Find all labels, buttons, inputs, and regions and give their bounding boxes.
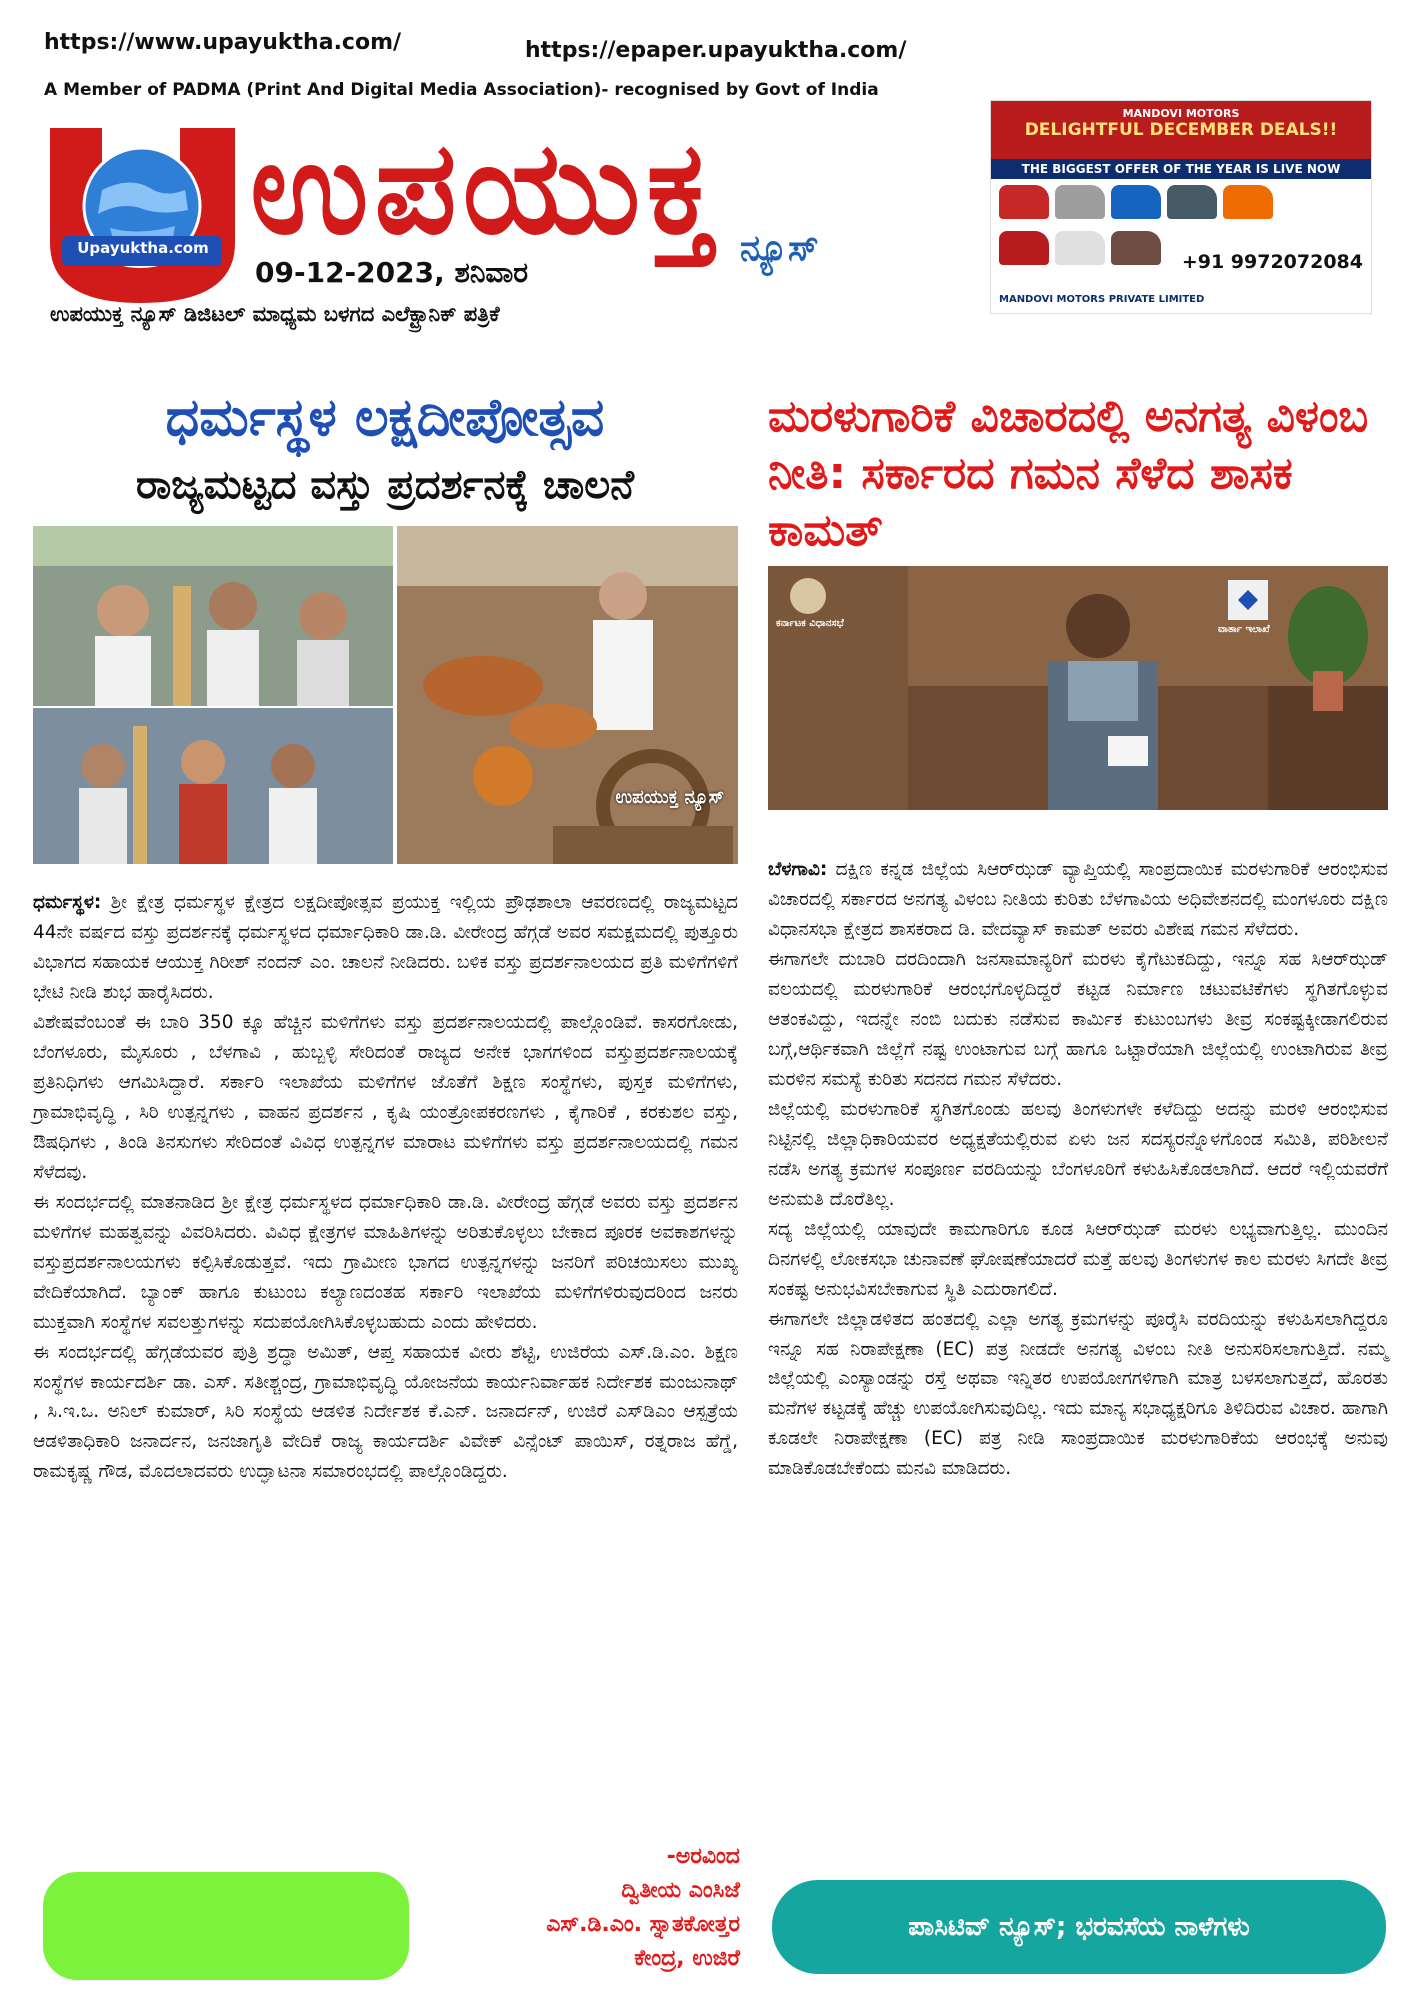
byline-author: -ಅರವಿಂದ — [666, 1844, 740, 1869]
right-headline[interactable]: ಮರಳುಗಾರಿಕೆ ವಿಚಾರದಲ್ಲಿ ಅನಗತ್ಯ ವಿಳಂಬ ನೀತಿ: ಸರ್ಕಾರದ ಗಮನ ಸೆಳೆದ ಶಾಸಕ ಕಾಮತ್ — [768, 391, 1369, 557]
photo-label-right: ವಾರ್ತಾ ಇಲಾಖೆ — [1218, 624, 1270, 635]
membership-line: A Member of PADMA (Print And Digital Media Association)- recognised by Govt of India — [44, 80, 879, 100]
ad-title: DELIGHTFUL DECEMBER DEALS!! — [1024, 120, 1338, 140]
dateline: ಬೆಳಗಾವಿ: — [768, 859, 828, 880]
ad-phone[interactable]: +91 9972072084 — [1181, 251, 1363, 273]
car-icon — [1111, 185, 1161, 219]
byline-line: ಕೇಂದ್ರ, ಉಜಿರೆ — [634, 1946, 740, 1972]
paragraph — [768, 855, 1388, 945]
paragraph: ಈ ಸಂದರ್ಭದಲ್ಲಿ ಮಾತನಾಡಿದ ಶ್ರೀ ಕ್ಷೇತ್ರ ಧರ್ಮಸ್ಥಳದ ಧರ್ಮಾಧಿಕಾರಿ ಡಾ.ಡಿ. ವೀರೇಂದ್ರ ಹೆಗ್ಗಡೆ ಅವರು ವಸ್ತು ಪ್ರದರ್ಶನ ಮಳಿಗೆಗಳ ಮಹತ್ವವನ್ನು ವಿವರಿಸಿದರು. ವಿವಿಧ ಕ್ಷೇತ್ರಗಳ ಮಾಹಿತಿಗಳನ್ನು ಅರಿತುಕೊಳ್ಳಲು ಬೇಕಾದ ಪೂರಕ ಅವಕಾಶಗಳನ್ನು ವಸ್ತುಪ್ರದರ್ಶನಾಲಯಗಳು ಕಲ್ಪಿಸಿಕೊಡುತ್ತವೆ. ಇದು ಗ್ರಾಮೀಣ ಭಾಗದ ಉತ್ಪನ್ನಗಳನ್ನು ಜನರಿಗೆ ಪರಿಚಯಿಸಲು ಮುಖ್ಯ ವೇದಿಕೆಯಾಗಿದೆ. ಬ್ಯಾಂಕ್ ಹಾಗೂ ಕುಟುಂಬ ಕಲ್ಯಾಣದಂತಹ ಸರ್ಕಾರಿ ಇಲಾಖೆಯ ಮಳಿಗೆಗಳಿರುವುದರಿಂದ ಜನರು ಮುಕ್ತವಾಗಿ ಸಂಸ್ಥೆಗಳ ಸವಲತ್ತುಗಳನ್ನು ಸದುಪಯೋಗಿಸಿಕೊಳ್ಳಬಹುದು ಎಂದು ಹೇಳಿದರು. — [33, 1191, 738, 1333]
right-photo — [768, 566, 1388, 810]
paragraph: ಜಿಲ್ಲೆಯಲ್ಲಿ ಮರಳುಗಾರಿಕೆ ಸ್ಥಗಿತಗೊಂಡು ಹಲವು ತಿಂಗಳುಗಳೇ ಕಳೆದಿದ್ದು ಅದನ್ನು ಮರಳಿ ಆರಂಭಿಸುವ ನಿಟ್ಟಿನಲ್ಲಿ ಜಿಲ್ಲಾಧಿಕಾರಿಯವರ ಅಧ್ಯಕ್ಷತೆಯಲ್ಲಿರುವ ಏಳು ಜನ ಸದಸ್ಯರನ್ನೊಳಗೊಂಡ ಸಮಿತಿ, ಪರಿಶೀಲನೆ ನಡೆಸಿ ಅಗತ್ಯ ಕ್ರಮಗಳ ಸಂಪೂರ್ಣ ವರದಿಯನ್ನು ಬೆಂಗಳೂರಿಗೆ ಕಳುಹಿಸಿಕೊಡಲಾಗಿದೆ. ಆದರೆ ಇಲ್ಲಿಯವರೆಗೆ ಅನುಮತಿ ದೊರೆತಿಲ್ಲ. — [768, 1098, 1388, 1210]
paragraph: ಸದ್ಯ ಜಿಲ್ಲೆಯಲ್ಲಿ ಯಾವುದೇ ಕಾಮಗಾರಿಗೂ ಕೂಡ ಸಿಆರ್‌ಝಡ್ ಮರಳು ಲಭ್ಯವಾಗುತ್ತಿಲ್ಲ. ಮುಂದಿನ ದಿನಗಳಲ್ಲಿ ಲೋಕಸಭಾ ಚುನಾವಣೆ ಘೋಷಣೆಯಾದರೆ ಮತ್ತೆ ಹಲವು ತಿಂಗಳುಗಳ ಕಾಲ ಮರಳು ಸಿಗದೇ ತೀವ್ರ ಸಂಕಷ್ಟ ಅನುಭವಿಸಬೇಕಾಗುವ ಸ್ಥಿತಿ ಎದುರಾಗಲಿದೆ. — [768, 1218, 1388, 1300]
byline — [490, 1840, 740, 1976]
car-icon — [999, 185, 1049, 219]
logo-text: Upayuktha.com — [77, 239, 209, 257]
byline-line: ದ್ವಿತೀಯ ಎಂಸಿಜೆ — [621, 1878, 740, 1904]
masthead-title: ಉಪಯುಕ್ತ — [250, 114, 721, 263]
epaper-url[interactable]: https://epaper.upayuktha.com/ — [525, 38, 907, 63]
paragraph: ಈಗಾಗಲೇ ದುಬಾರಿ ದರದಿಂದಾಗಿ ಜನಸಾಮಾನ್ಯರಿಗೆ ಮರಳು ಕೈಗೆಟುಕದಿದ್ದು, ಇನ್ನೂ ಸಹ ಸಿಆರ್‌ಝಡ್ ವಲಯದಲ್ಲಿ ಮರಳುಗಾರಿಕೆ ಆರಂಭಗೊಳ್ಳದಿದ್ದರೆ ಕಟ್ಟಡ ನಿರ್ಮಾಣ ಚಟುವಟಿಕೆಗಳು ಸ್ಥಗಿತಗೊಳ್ಳುವ ಆತಂಕವಿದ್ದು, ಇದನ್ನೇ ನಂಬಿ ಬದುಕು ನಡೆಸುವ ಕಾರ್ಮಿಕ ಕುಟುಂಬಗಳು ತೀವ್ರ ಸಂಕಷ್ಟಕ್ಕೀಡಾಗಲಿರುವ ಬಗ್ಗೆ,ಆರ್ಥಿಕವಾಗಿ ಜಿಲ್ಲೆಗೆ ನಷ್ಟ ಉಂಟಾಗುವ ಬಗ್ಗೆ ಹಾಗೂ ಒಟ್ಟಾರೆಯಾಗಿ ಜಿಲ್ಲೆಯಲ್ಲಿ ಉಂಟಾಗಿರುವ ತೀವ್ರ ಮರಳಿನ ಸಮಸ್ಯೆ ಕುರಿತು ಸದನದ ಗಮನ ಸೆಳೆದರು. — [768, 948, 1388, 1090]
car-icon — [1223, 185, 1273, 219]
car-icon — [1111, 231, 1161, 265]
logo — [40, 118, 245, 308]
car-icon — [1055, 231, 1105, 265]
left-photo-collage — [33, 526, 738, 864]
car-icon — [1167, 185, 1217, 219]
right-article-body — [768, 855, 1388, 1484]
green-badge — [43, 1872, 409, 1980]
left-subheadline: ರಾಜ್ಯಮಟ್ಟದ ವಸ್ತು ಪ್ರದರ್ಶನಕ್ಕೆ ಚಾಲನೆ — [135, 462, 635, 508]
photo-watermark: ಉಪಯುಕ್ತ ನ್ಯೂಸ್ — [615, 787, 724, 808]
photo-label-left: ಕರ್ನಾಟಕ ವಿಧಾನಸಭೆ — [776, 618, 844, 629]
byline-line: ಎಸ್.ಡಿ.ಎಂ. ಸ್ನಾತಕೋತ್ತರ — [546, 1912, 740, 1938]
dateline: ಧರ್ಮಸ್ಥಳ: — [33, 892, 102, 913]
left-headline[interactable]: ಧರ್ಮಸ್ಥಳ ಲಕ್ಷದೀಪೋತ್ಸವ — [165, 388, 605, 448]
paragraph — [33, 888, 738, 1008]
website-url[interactable]: https://www.upayuktha.com/ — [44, 30, 402, 55]
edition-date: 09-12-2023, ಶನಿವಾರ — [255, 256, 529, 289]
ad-header — [991, 101, 1371, 159]
left-article-body — [33, 888, 738, 1487]
ad-footer: MANDOVI MOTORS PRIVATE LIMITED — [999, 294, 1205, 305]
paragraph: ಈ ಸಂದರ್ಭದಲ್ಲಿ ಹೆಗ್ಗಡೆಯವರ ಪುತ್ರಿ ಶ್ರದ್ಧಾ ಅಮಿತ್, ಆಪ್ತ ಸಹಾಯಕ ವೀರು ಶೆಟ್ಟಿ, ಉಜಿರೆಯ ಎಸ್.ಡಿ.ಎಂ. ಶಿಕ್ಷಣ ಸಂಸ್ಥೆಗಳ ಕಾರ್ಯದರ್ಶಿ ಡಾ. ಎಸ್. ಸತೀಶ್ಚಂದ್ರ, ಗ್ರಾಮಾಭಿವೃದ್ಧಿ ಯೋಜನೆಯ ಕಾರ್ಯನಿರ್ವಾಹಕ ನಿರ್ದೇಶಕ ಮಂಜುನಾಥ್ , ಸಿ.ಇ.ಒ. ಅನಿಲ್ ಕುಮಾರ್, ಸಿರಿ ಸಂಸ್ಥೆಯ ಆಡಳಿತ ನಿರ್ದೇಶಕ ಕೆ.ಎನ್. ಜನಾರ್ದನ್, ಉಜಿರೆ ಎಸ್‌ಡಿಎಂ ಆಸ್ಪತ್ರೆಯ ಆಡಳಿತಾಧಿಕಾರಿ ಜನಾರ್ದನ, ಜನಜಾಗೃತಿ ವೇದಿಕೆ ರಾಜ್ಯ ಕಾರ್ಯದರ್ಶಿ ವಿವೇಕ್ ವಿನ್ಸೆಂಟ್ ಪಾಯಿಸ್, ರತ್ನರಾಜ ಹೆಗ್ಡೆ, ರಾಮಕೃಷ್ಣ ಗೌಡ, ಮೊದಲಾದವರು ಉದ್ಘಾಟನಾ ಸಮಾರಂಭದಲ್ಲಿ ಪಾಲ್ಗೊಂಡಿದ್ದರು. — [33, 1341, 738, 1483]
car-icon — [999, 231, 1049, 265]
logo-u-icon — [40, 118, 245, 308]
paragraph-text: ಶ್ರೀ ಕ್ಷೇತ್ರ ಧರ್ಮಸ್ಥಳ ಕ್ಷೇತ್ರದ ಲಕ್ಷದೀಪೋತ್ಸವ ಪ್ರಯುಕ್ತ ಇಲ್ಲಿಯ ಪ್ರೌಢಶಾಲಾ ಆವರಣದಲ್ಲಿ ರಾಜ್ಯಮಟ್ಟದ 44ನೇ ವರ್ಷದ ವಸ್ತು ಪ್ರದರ್ಶನಕ್ಕೆ ಧರ್ಮಸ್ಥಳದ ಧರ್ಮಾಧಿಕಾರಿ ಡಾ.ಡಿ. ವೀರೇಂದ್ರ ಹೆಗ್ಗಡೆ ಅವರ ಸಮಕ್ಷಮದಲ್ಲಿ ಪುತ್ತೂರು ವಿಭಾಗದ ಸಹಾಯಕ ಆಯುಕ್ತ ಗಿರೀಶ್ ನಂದನ್ ಎಂ. ಚಾಲನೆ ನೀಡಿದರು. ಬಳಿಕ ವಸ್ತು ಪ್ರದರ್ಶನಾಲಯದ ಪ್ರತಿ ಮಳಿಗೆಗಳಿಗೆ ಭೇಟಿ ನೀಡಿ ಶುಭ ಹಾರೈಸಿದರು. — [33, 892, 738, 1003]
ad-brand: MANDOVI MOTORS — [1122, 107, 1240, 120]
ad-cars — [991, 179, 1371, 225]
mandovi-motors-ad[interactable] — [990, 100, 1372, 314]
positive-news-badge[interactable]: ಪಾಸಿಟಿವ್ ನ್ಯೂಸ್; ಭರವಸೆಯ ನಾಳೆಗಳು — [772, 1880, 1386, 1974]
paragraph: ಈಗಾಗಲೇ ಜಿಲ್ಲಾಡಳಿತದ ಹಂತದಲ್ಲಿ ಎಲ್ಲಾ ಅಗತ್ಯ ಕ್ರಮಗಳನ್ನು ಪೂರೈಸಿ ವರದಿಯನ್ನು ಕಳುಹಿಸಲಾಗಿದ್ದರೂ ಇನ್ನೂ ಸಹ ನಿರಾಪೇಕ್ಷಣಾ (EC) ಪತ್ರ ನೀಡದೇ ಅನಗತ್ಯ ವಿಳಂಬ ನೀತಿ ಅನುಸರಿಸಲಾಗುತ್ತಿದೆ. ನಮ್ಮ ಜಿಲ್ಲೆಯಲ್ಲಿ ಎಂಸ್ಯಾಂಡನ್ನು ರಸ್ತೆ ಅಥವಾ ಇನ್ನಿತರ ಉಪಯೋಗಗಳಿಗಾಗಿ ಮಾತ್ರ ಬಳಸಲಾಗುತ್ತದೆ, ಹೊರತು ಮನೆಗಳ ಕಟ್ಟಡಕ್ಕೆ ಹೆಚ್ಚು ಉಪಯೋಗಿಸುವುದಿಲ್ಲ. ಇದು ಮಾನ್ಯ ಸಭಾಧ್ಯಕ್ಷರಿಗೂ ತಿಳಿದಿರುವ ವಿಚಾರ. ಹಾಗಾಗಿ ಕೂಡಲೇ ನಿರಾಪೇಕ್ಷಣಾ (EC) ಪತ್ರ ನೀಡಿ ಸಾಂಪ್ರದಾಯಿಕ ಮರಳುಗಾರಿಕೆಯ ಆರಂಭಕ್ಕೆ ಅನುವು ಮಾಡಿಕೊಡಬೇಕೆಂದು ಮನವಿ ಮಾಡಿದರು. — [768, 1308, 1388, 1480]
paragraph: ವಿಶೇಷವೆಂಬಂತೆ ಈ ಬಾರಿ 350 ಕ್ಕೂ ಹೆಚ್ಚಿನ ಮಳಿಗೆಗಳು ವಸ್ತು ಪ್ರದರ್ಶನಾಲಯದಲ್ಲಿ ಪಾಲ್ಗೊಂಡಿವೆ. ಕಾಸರಗೋಡು, ಬೆಂಗಳೂರು, ಮೈಸೂರು , ಬೆಳಗಾವಿ , ಹುಬ್ಬಳ್ಳಿ ಸೇರಿದಂತೆ ರಾಜ್ಯದ ಅನೇಕ ಭಾಗಗಳಿಂದ ವಸ್ತುಪ್ರದರ್ಶನಾಲಯಕ್ಕೆ ಪ್ರತಿನಿಧಿಗಳು ಆಗಮಿಸಿದ್ದಾರೆ. ಸರ್ಕಾರಿ ಇಲಾಖೆಯ ಮಳಿಗೆಗಳ ಜೊತೆಗೆ ಶಿಕ್ಷಣ ಸಂಸ್ಥೆಗಳು, ಪುಸ್ತಕ ಮಳಿಗೆಗಳು, ಗ್ರಾಮಾಭಿವೃದ್ಧಿ , ಸಿರಿ ಉತ್ಪನ್ನಗಳು , ವಾಹನ ಪ್ರದರ್ಶನ , ಕೃಷಿ ಯಂತ್ರೋಪಕರಣಗಳು , ಕೈಗಾರಿಕೆ , ಕರಕುಶಲ ವಸ್ತು, ಔಷಧಿಗಳು , ತಿಂಡಿ ತಿನಸುಗಳು ಸೇರಿದಂತೆ ವಿವಿಧ ಉತ್ಪನ್ನಗಳ ಮಾರಾಟ ಮಳಿಗೆಗಳು ವಸ್ತು ಪ್ರದರ್ಶನಾಲಯದಲ್ಲಿ ಗಮನ ಸೆಳೆದವು. — [33, 1011, 738, 1183]
paragraph-text: ದಕ್ಷಿಣ ಕನ್ನಡ ಜಿಲ್ಲೆಯ ಸಿಆರ್‌ಝಡ್ ವ್ಯಾಪ್ತಿಯಲ್ಲಿ ಸಾಂಪ್ರದಾಯಿಕ ಮರಳುಗಾರಿಕೆ ಆರಂಭಿಸುವ ವಿಚಾರದಲ್ಲಿ ಸರ್ಕಾರದ ಅನಗತ್ಯ ವಿಳಂಬ ನೀತಿಯ ಕುರಿತು ಬೆಳಗಾವಿಯ ಅಧಿವೇಶನದಲ್ಲಿ ಮಂಗಳೂರು ದಕ್ಷಿಣ ವಿಧಾನಸಭಾ ಕ್ಷೇತ್ರದ ಶಾಸಕರಾದ ಡಿ. ವೇದವ್ಯಾಸ್ ಕಾಮತ್ ಅವರು ವಿಶೇಷ ಗಮನ ಸೆಳೆದರು. — [768, 859, 1388, 940]
ad-banner: THE BIGGEST OFFER OF THE YEAR IS LIVE NOW — [991, 159, 1371, 179]
masthead-subtitle: ನ್ಯೂಸ್ — [740, 228, 819, 269]
car-icon — [1055, 185, 1105, 219]
tagline: ಉಪಯುಕ್ತ ನ್ಯೂಸ್ ಡಿಜಿಟಲ್ ಮಾಧ್ಯಮ ಬಳಗದ ಎಲೆಕ್ಟ್ರಾನಿಕ್ ಪತ್ರಿಕೆ — [50, 302, 500, 326]
